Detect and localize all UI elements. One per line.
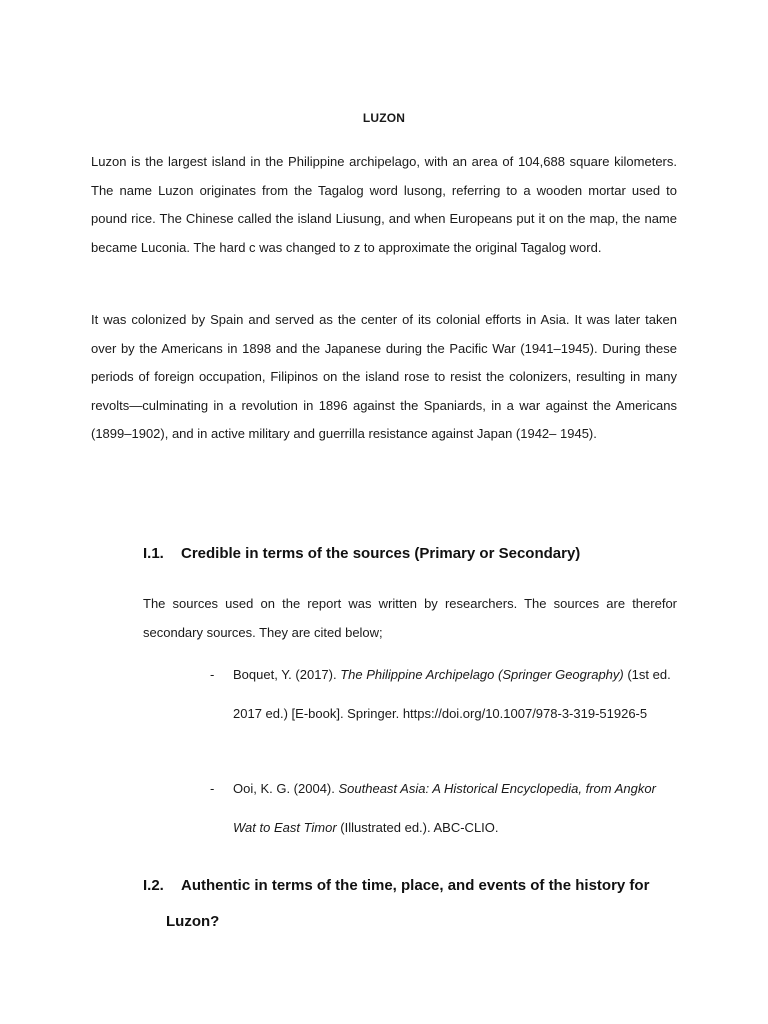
section-heading-authentic [143, 868, 683, 940]
list-bullet: - [210, 667, 215, 682]
sources-paragraph: The sources used on the report was written by researchers. The sources are therefor secondary sources. They are cited below; [143, 596, 677, 640]
reference-title: Southeast Asia: A Historical Encyclopedia, from Angkor Wat to East Timor [233, 781, 656, 835]
list-bullet: - [210, 781, 215, 796]
section-heading-text: Credible in terms of the sources (Primary or Secondary) [181, 545, 581, 562]
reference-author: Boquet, Y. (2017). [233, 667, 341, 682]
reference-title: The Philippine Archipelago (Springer Geography) [340, 667, 624, 682]
reference-details: (1st ed. 2017 ed.) [E-book]. Springer. https://doi.org/10.1007/978-3-319-51926-5 [233, 667, 671, 721]
history-paragraph: It was colonized by Spain and served as the center of its colonial efforts in Asia. It was later taken over by the Americans in 1898 and the Japanese during the Pacific War (1941–1945). During these periods of foreign occupation, Filipinos on the island rose to resist the colonizers, resulting in many revolts—culminating in a revolution in 1896 against the Spaniards, in a war against the Americans (1899–1902), and in active military and guerrilla resistance against Japan (1942– 1945). [91, 312, 677, 441]
reference-author: Ooi, K. G. (2004). [233, 781, 339, 796]
section-number: I.1. [143, 545, 164, 562]
section-heading-continuation: Luzon? [166, 913, 220, 930]
intro-paragraph: Luzon is the largest island in the Philippine archipelago, with an area of 104,688 square kilometers. The name Luzon originates from the Tagalog word lusong, referring to a wooden mortar used to pound rice. The Chinese called the island Liusung, and when Europeans put it on the map, the name became Luconia. The hard c was changed to z to approximate the original Tagalog word. [91, 154, 677, 255]
document-title: LUZON [362, 111, 406, 125]
section-heading-text: Authentic in terms of the time, place, and events of the history for [181, 877, 650, 894]
reference-text [233, 770, 678, 847]
reference-text [233, 656, 678, 733]
section-heading-sources [143, 545, 580, 562]
reference-details: (Illustrated ed.). ABC-CLIO. [336, 819, 499, 835]
section-number: I.2. [143, 877, 164, 894]
